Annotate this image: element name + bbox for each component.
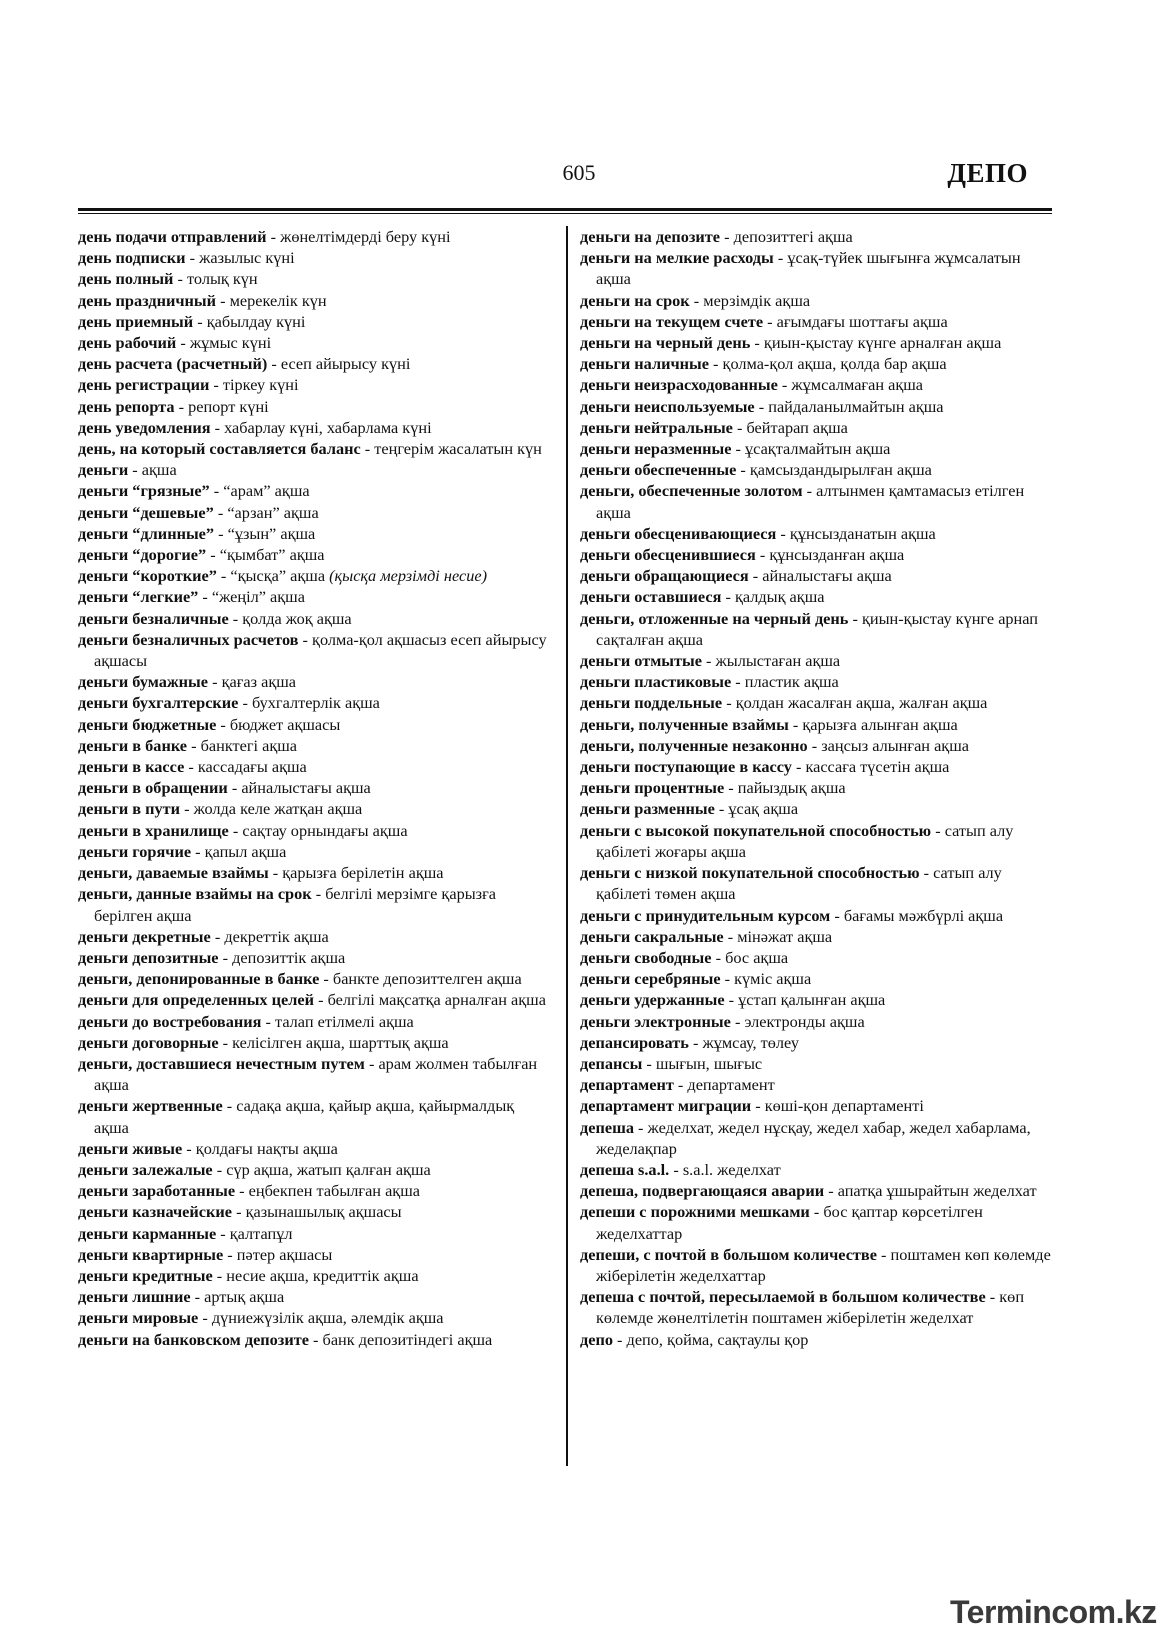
entry-term: деньги жертвенные xyxy=(78,1096,223,1116)
entry-term: деньги “дорогие” xyxy=(78,545,207,565)
entry-definition: мінәжат ақша xyxy=(737,926,833,946)
entry-definition: “жеңіл” ақша xyxy=(211,587,305,607)
dictionary-entry: деньги на срок - мерзімдік ақша xyxy=(580,290,811,310)
dictionary-entry: деньги карманные - қалтапұл xyxy=(78,1223,293,1243)
dictionary-entry: деньги обеспеченные - қамсыздандырылған ақша xyxy=(580,460,932,480)
entry-term: деньги, отложенные на черный день xyxy=(580,608,849,628)
entry-term: день регистрации xyxy=(78,375,210,395)
entry-definition: бағамы мәжбүрлі ақша xyxy=(843,905,1004,925)
entry-term: деньги пластиковые xyxy=(580,672,732,692)
dictionary-entry: деньги неизрасходованные - жұмсалмаған ақша xyxy=(580,375,924,395)
dictionary-entry: деньги отмытые - жылыстаған ақша xyxy=(580,651,841,671)
entry-term: деньги квартирные xyxy=(78,1244,224,1264)
entry-definition: банктегі ақша xyxy=(200,735,298,755)
entry-definition: алтынмен қамтамасыз етілген ақша xyxy=(596,481,1025,522)
dictionary-entry: деньги заработанные - еңбекпен табылған ақша xyxy=(78,1181,420,1201)
entry-definition: несие ақша, кредиттік ақша xyxy=(226,1265,419,1285)
dictionary-entry: деньги свободные - бос ақша xyxy=(580,947,789,967)
entry-definition: жұмсау, төлеу xyxy=(702,1032,799,1052)
entry-term: деньги на депозите xyxy=(580,227,721,246)
left-column xyxy=(78,226,548,1350)
dictionary-entry: деньги поддельные - қолдан жасалған ақша, жалған ақша xyxy=(580,693,988,713)
entry-definition: сатып алу қабілеті төмен ақша xyxy=(596,863,1002,904)
entry-term: деньги депозитные xyxy=(78,947,219,967)
dictionary-entry: деньги лишние - артық ақша xyxy=(78,1287,285,1307)
dictionary-entry: деньги “короткие” - “қысқа” ақша (қысқа мерзімді несие) xyxy=(78,566,488,586)
dictionary-entry: деньги сакральные - мінәжат ақша xyxy=(580,926,833,946)
entry-term: деньги на мелкие расходы xyxy=(580,248,774,268)
entry-definition: қамсыздандырылған ақша xyxy=(749,460,932,480)
dictionary-entry: деньги безналичные - қолда жоқ ақша xyxy=(78,608,352,628)
entry-term: деньги с принудительным курсом xyxy=(580,905,831,925)
entry-note: (қысқа мерзімді несие) xyxy=(329,566,488,586)
dictionary-entry: депансы - шығын, шығыс xyxy=(580,1053,763,1073)
entry-definition: ұстап қалынған ақша xyxy=(738,990,886,1010)
dictionary-entry: деньги для определенных целей - белгілі мақсатқа арналған ақша xyxy=(78,990,546,1010)
dictionary-entry: департамент - департамент xyxy=(580,1075,775,1095)
dictionary-entry: деньги “длинные” - “ұзын” ақша xyxy=(78,523,316,543)
entry-term: деньги в банке xyxy=(78,735,188,755)
entry-definition: қиын-қыстау күнге арналған ақша xyxy=(763,333,1002,353)
entry-definition: теңгерім жасалатын күн xyxy=(374,439,542,459)
entry-term: деньги в кассе xyxy=(78,757,185,777)
entry-definition: “арам” ақша xyxy=(223,481,310,501)
running-head: ДЕПО xyxy=(947,158,1028,188)
entry-term: деньги, данные взаймы на срок xyxy=(78,884,312,904)
entry-definition: мерекелік күн xyxy=(229,290,327,310)
entry-term: депансировать xyxy=(580,1032,689,1052)
dictionary-entry: деньги неразменные - ұсақталмайтын ақша xyxy=(580,439,891,459)
entry-definition: қолда жоқ ақша xyxy=(242,608,352,628)
dictionary-entry: деньги с высокой покупательной способностью - сатып алу қабілеті жоғары ақша xyxy=(580,820,1014,861)
dictionary-entry: деньги на черный день - қиын-қыстау күнге арналған ақша xyxy=(580,333,1002,353)
entry-definition: пластик ақша xyxy=(744,672,839,692)
dictionary-entry: деньги обращающиеся - айналыстағы ақша xyxy=(580,566,892,586)
entry-definition: жөнелтімдерді беру күні xyxy=(280,227,451,246)
entry-definition: айналыстағы ақша xyxy=(762,566,892,586)
entry-term: деньги “дешевые” xyxy=(78,502,214,522)
page-number: 605 xyxy=(562,160,596,185)
entry-term: деньги серебряные xyxy=(580,969,721,989)
entry-definition: ақша xyxy=(141,460,177,480)
dictionary-entry: деньги безналичных расчетов - қолма-қол ақшасыз есеп айырысу ақшасы xyxy=(78,629,547,671)
entry-term: депеши с порожними мешками xyxy=(580,1202,810,1222)
dictionary-entry: деньги до востребования - талап етілмелі ақша xyxy=(78,1011,414,1031)
entry-definition: кассаға түсетін ақша xyxy=(805,757,950,777)
entry-term: деньги заработанные xyxy=(78,1181,236,1201)
entry-definition: s.a.l. жеделхат xyxy=(682,1159,781,1179)
entry-definition: қиын-қыстау күнге арнап сақталған ақша xyxy=(596,608,1038,649)
entry-definition: декреттік ақша xyxy=(224,926,329,946)
dictionary-entry: деньги пластиковые - пластик ақша xyxy=(580,672,839,692)
entry-term: деньги свободные xyxy=(580,947,712,967)
entry-definition: талап етілмелі ақша xyxy=(275,1011,414,1031)
entry-term: деньги на банковском депозите xyxy=(78,1329,309,1349)
entry-definition: еңбекпен табылған ақша xyxy=(248,1181,420,1201)
entry-term: депо xyxy=(580,1329,613,1349)
dictionary-entry: деньги неиспользуемые - пайдаланылмайтын ақша xyxy=(580,396,944,416)
column-divider xyxy=(566,226,568,1466)
entry-definition: қалтапұл xyxy=(229,1223,293,1243)
entry-definition: садақа ақша, қайыр ақша, қайырмалдық ақша xyxy=(94,1096,515,1137)
entry-term: деньги “длинные” xyxy=(78,523,215,543)
entry-definition: “ұзын” ақша xyxy=(227,523,316,543)
entry-definition: ұсақталмайтын ақша xyxy=(745,439,891,459)
entry-term: деньги до востребования xyxy=(78,1011,262,1031)
dictionary-entry: деньги, данные взаймы на срок - белгілі мерзімге қарызға берілген ақша xyxy=(78,884,496,925)
dictionary-entry: деньги “легкие” - “жеңіл” ақша xyxy=(78,587,305,607)
dictionary-entry: день репорта - репорт күні xyxy=(78,396,269,416)
entry-definition: банкте депозиттелген ақша xyxy=(332,969,522,989)
dictionary-entry: день расчета (расчетный) - есеп айырысу күні xyxy=(78,354,411,374)
dictionary-entry: деньги, полученные незаконно - заңсыз алынған ақша xyxy=(580,735,969,755)
entry-definition: көп көлемде жөнелтілетін поштамен жіберілетін жеделхат xyxy=(596,1287,1025,1328)
entry-term: деньги залежалые xyxy=(78,1159,213,1179)
entry-definition: жазылыс күні xyxy=(199,248,295,268)
entry-definition: қалдық ақша xyxy=(734,587,825,607)
entry-definition: күміс ақша xyxy=(734,969,812,989)
entry-term: деньги, обеспеченные золотом xyxy=(580,481,803,501)
entry-term: деньги процентные xyxy=(580,778,725,798)
entry-term: день расчета (расчетный) xyxy=(78,354,268,374)
entry-term: деньги xyxy=(78,460,129,480)
entry-definition: ұсақ ақша xyxy=(728,799,799,819)
entry-term: деньги карманные xyxy=(78,1223,217,1243)
entry-term: день рабочий xyxy=(78,333,177,353)
entry-term: деньги с высокой покупательной способностью xyxy=(580,820,932,840)
entry-definition: депо, қойма, сақтаулы қор xyxy=(626,1329,809,1349)
entry-definition: ағымдағы шоттағы ақша xyxy=(776,311,948,331)
entry-definition: бос ақша xyxy=(725,947,789,967)
entry-definition: мерзімдік ақша xyxy=(703,290,811,310)
dictionary-entry: депансировать - жұмсау, төлеу xyxy=(580,1032,799,1052)
entry-definition: жеделхат, жедел нұсқау, жедел хабар, жедел хабарлама, жеделақпар xyxy=(596,1117,1031,1158)
entry-definition: қапыл ақша xyxy=(204,841,287,861)
entry-term: деньги декретные xyxy=(78,926,211,946)
entry-definition: бухгалтерлік ақша xyxy=(251,693,380,713)
dictionary-entry: день полный - толық күн xyxy=(78,269,258,289)
dictionary-entry: депеша s.a.l. - s.a.l. жеделхат xyxy=(580,1159,781,1179)
entry-definition: арам жолмен табылған ақша xyxy=(94,1053,538,1095)
dictionary-entry: деньги нейтральные - бейтарап ақша xyxy=(580,417,848,437)
dictionary-entry: депеша - жеделхат, жедел нұсқау, жедел хабар, жедел хабарлама, жеделақпар xyxy=(580,1117,1031,1158)
entry-definition: қолма-қол ақша, қолда бар ақша xyxy=(722,354,947,374)
entry-term: деньги обесценивающиеся xyxy=(580,523,777,543)
entry-term: деньги неразменные xyxy=(580,439,732,459)
dictionary-entry: деньги казначейские - қазынашылық ақшасы xyxy=(78,1202,402,1222)
entry-definition: есеп айырысу күні xyxy=(280,354,411,374)
entry-definition: қабылдау күні xyxy=(206,311,306,331)
entry-term: деньги неизрасходованные xyxy=(580,375,778,395)
dictionary-entry: деньги горячие - қапыл ақша xyxy=(78,841,287,861)
dictionary-entry: деньги “грязные” - “арам” ақша xyxy=(78,481,310,501)
entry-definition: пәтер ақшасы xyxy=(236,1244,333,1264)
dictionary-entry: деньги оставшиеся - қалдық ақша xyxy=(580,587,825,607)
entry-term: деньги наличные xyxy=(580,354,709,374)
entry-definition: “қысқа” ақша xyxy=(230,566,326,586)
entry-definition: жұмсалмаған ақша xyxy=(791,375,924,395)
entry-term: деньги оставшиеся xyxy=(580,587,722,607)
dictionary-entry: деньги жертвенные - садақа ақша, қайыр ақша, қайырмалдық ақша xyxy=(78,1096,515,1137)
dictionary-entry: деньги бумажные - қағаз ақша xyxy=(78,672,297,692)
entry-definition: белгілі мерзімге қарызға берілген ақша xyxy=(94,884,496,925)
entry-definition: артық ақша xyxy=(204,1287,285,1307)
dictionary-entry: деньги договорные - келісілген ақша, шарттық ақша xyxy=(78,1032,449,1052)
entry-definition: көші-қон департаменті xyxy=(764,1096,924,1116)
entry-term: деньги, даваемые взаймы xyxy=(78,863,269,883)
dictionary-entry: деньги на текущем счете - ағымдағы шоттағы ақша xyxy=(580,311,948,331)
entry-definition: сатып алу қабілеті жоғары ақша xyxy=(596,820,1014,861)
dictionary-entry: деньги на мелкие расходы - ұсақ-түйек шығынға жұмсалатын ақша xyxy=(580,248,1021,289)
dictionary-entry: деньги процентные - пайыздық ақша xyxy=(580,778,846,798)
entry-definition: хабарлау күні, хабарлама күні xyxy=(224,417,432,437)
entry-definition: кассадағы ақша xyxy=(197,757,307,777)
dictionary-entry: деньги, полученные взаймы - қарызға алынған ақша xyxy=(580,714,958,734)
entry-term: деньги электронные xyxy=(580,1011,731,1031)
dictionary-entry: деньги “дорогие” - “қымбат” ақша xyxy=(78,545,325,565)
entry-term: деньги бюджетные xyxy=(78,714,217,734)
dictionary-entry: день подачи отправлений - жөнелтімдерді беру күні xyxy=(78,227,451,246)
entry-term: деньги, полученные взаймы xyxy=(580,714,789,734)
dictionary-entry: деньги, доставшиеся нечестным путем - арам жолмен табылған ақша xyxy=(78,1053,538,1095)
entry-term: деньги на текущем счете xyxy=(580,311,764,331)
header-rule-thick xyxy=(78,208,1052,211)
dictionary-entry: деньги бухгалтерские - бухгалтерлік ақша xyxy=(78,693,380,713)
dictionary-entry: деньги в банке - банктегі ақша xyxy=(78,735,298,755)
entry-definition: бейтарап ақша xyxy=(746,417,848,437)
entry-term: деньги в обращении xyxy=(78,778,228,798)
dictionary-entry: депо - депо, қойма, сақтаулы қор xyxy=(580,1329,809,1349)
dictionary-entry: деньги на депозите - депозиттегі ақша xyxy=(580,227,853,246)
right-column xyxy=(580,226,1054,1350)
dictionary-entry: деньги в пути - жолда келе жатқан ақша xyxy=(78,799,363,819)
entry-term: деньги живые xyxy=(78,1138,183,1158)
entry-term: день репорта xyxy=(78,396,175,416)
entry-term: деньги лишние xyxy=(78,1287,191,1307)
entry-term: депансы xyxy=(580,1053,643,1073)
entry-definition: тіркеу күні xyxy=(222,375,299,395)
dictionary-entry: деньги живые - қолдағы нақты ақша xyxy=(78,1138,338,1158)
dictionary-entry: деньги залежалые - сүр ақша, жатып қалған ақша xyxy=(78,1159,431,1179)
entry-term: деньги обращающиеся xyxy=(580,566,749,586)
entry-term: деньги с низкой покупательной способностью xyxy=(580,863,920,883)
entry-definition: толық күн xyxy=(187,269,258,289)
entry-term: деньги удержанные xyxy=(580,990,725,1010)
entry-definition: қолдағы нақты ақша xyxy=(195,1138,338,1158)
entry-definition: “арзан” ақша xyxy=(227,502,319,522)
dictionary-entry: день рабочий - жұмыс күні xyxy=(78,333,272,353)
entry-term: деньги “легкие” xyxy=(78,587,199,607)
entry-term: деньги на срок xyxy=(580,290,690,310)
entry-definition: депозиттік ақша xyxy=(232,947,346,967)
entry-definition: депозиттегі ақша xyxy=(733,227,853,246)
dictionary-entry: день подписки - жазылыс күні xyxy=(78,248,295,268)
entry-definition: шығын, шығыс xyxy=(655,1053,763,1073)
entry-definition: ұсақ-түйек шығынға жұмсалатын ақша xyxy=(596,248,1021,289)
entry-definition: апатқа ұшырайтын жеделхат xyxy=(837,1181,1037,1201)
entry-term: депеша s.a.l. xyxy=(580,1159,670,1179)
entry-term: деньги на черный день xyxy=(580,333,751,353)
entry-term: деньги бумажные xyxy=(78,672,208,692)
entry-term: деньги разменные xyxy=(580,799,715,819)
entry-term: депеша, подвергающаяся аварии xyxy=(580,1181,825,1201)
entry-definition: айналыстағы ақша xyxy=(241,778,371,798)
dictionary-entry: деньги с низкой покупательной способностью - сатып алу қабілеті төмен ақша xyxy=(580,863,1002,904)
header-rule-thin xyxy=(78,213,1052,214)
dictionary-entry: деньги кредитные - несие ақша, кредиттік ақша xyxy=(78,1265,419,1285)
entry-term: деньги казначейские xyxy=(78,1202,232,1222)
dictionary-entry: деньги разменные - ұсақ ақша xyxy=(580,799,799,819)
entry-term: деньги в хранилище xyxy=(78,820,229,840)
entry-term: деньги бухгалтерские xyxy=(78,693,239,713)
entry-term: день полный xyxy=(78,269,174,289)
entry-definition: құнсызданатын ақша xyxy=(789,523,936,543)
entry-definition: поштамен көп көлемде жіберілетін жеделхаттар xyxy=(596,1244,1051,1285)
entry-term: деньги “грязные” xyxy=(78,481,210,501)
dictionary-entry: деньги депозитные - депозиттік ақша xyxy=(78,947,346,967)
dictionary-entry: день, на который составляется баланс - теңгерім жасалатын күн xyxy=(78,439,542,459)
entry-definition: құнсызданған ақша xyxy=(769,545,905,565)
dictionary-entry: деньги бюджетные - бюджет ақшасы xyxy=(78,714,341,734)
entry-term: деньги кредитные xyxy=(78,1265,213,1285)
dictionary-entry: деньги обесценивающиеся - құнсызданатын ақша xyxy=(580,523,936,543)
entry-definition: департамент xyxy=(687,1075,775,1095)
entry-term: деньги сакральные xyxy=(580,926,724,946)
dictionary-entry: деньги в хранилище - сақтау орнындағы ақша xyxy=(78,820,408,840)
dictionary-entry: деньги с принудительным курсом - бағамы мәжбүрлі ақша xyxy=(580,905,1004,925)
entry-definition: қарызға берілетін ақша xyxy=(282,863,444,883)
dictionary-entry: депеши с порожними мешками - бос қаптар көрсетілген жеделхаттар xyxy=(580,1202,983,1243)
dictionary-entry: день праздничный - мерекелік күн xyxy=(78,290,327,310)
entry-term: день, на который составляется баланс xyxy=(78,439,361,459)
entry-definition: “қымбат” ақша xyxy=(219,545,325,565)
entry-definition: дүниежүзілік ақша, әлемдік ақша xyxy=(211,1308,444,1328)
dictionary-entry: деньги в обращении - айналыстағы ақша xyxy=(78,778,371,798)
entry-term: деньги, полученные незаконно xyxy=(580,735,808,755)
entry-definition: пайыздық ақша xyxy=(737,778,846,798)
dictionary-entry: деньги серебряные - күміс ақша xyxy=(580,969,812,989)
dictionary-entry: деньги удержанные - ұстап қалынған ақша xyxy=(580,990,886,1010)
entry-definition: электронды ақша xyxy=(744,1011,865,1031)
entry-term: день уведомления xyxy=(78,417,211,437)
entry-term: депеша xyxy=(580,1117,634,1137)
entry-term: депеши, с почтой в большом количестве xyxy=(580,1244,877,1264)
entry-definition: бюджет ақшасы xyxy=(229,714,341,734)
entry-definition: қолдан жасалған ақша, жалған ақша xyxy=(735,693,988,713)
dictionary-entry: деньги квартирные - пәтер ақшасы xyxy=(78,1244,333,1264)
entry-definition: банк депозитіндегі ақша xyxy=(322,1329,493,1349)
dictionary-entry: депеша с почтой, пересылаемой в большом количестве - көп көлемде жөнелтілетін поштамен жіберілетін жеделхат xyxy=(580,1287,1025,1328)
entry-term: день праздничный xyxy=(78,290,217,310)
entry-term: деньги “короткие” xyxy=(78,566,217,586)
entry-definition: пайдаланылмайтын ақша xyxy=(768,396,944,416)
entry-term: деньги поступающие в кассу xyxy=(580,757,792,777)
entry-term: департамент миграции xyxy=(580,1096,752,1116)
dictionary-entry: департамент миграции - көші-қон департаменті xyxy=(580,1096,924,1116)
dictionary-entry: депеши, с почтой в большом количестве - поштамен көп көлемде жіберілетін жеделхаттар xyxy=(580,1244,1051,1285)
entry-definition: қарызға алынған ақша xyxy=(802,714,958,734)
entry-term: деньги нейтральные xyxy=(580,417,733,437)
dictionary-entry: день регистрации - тіркеу күні xyxy=(78,375,299,395)
dictionary-entry: деньги электронные - электронды ақша xyxy=(580,1011,865,1031)
dictionary-entry: деньги, депонированные в банке - банкте депозиттелген ақша xyxy=(78,969,522,989)
entry-definition: репорт күні xyxy=(188,396,269,416)
entry-term: деньги обеспеченные xyxy=(580,460,737,480)
entry-definition: келісілген ақша, шарттық ақша xyxy=(232,1032,449,1052)
entry-term: депеша с почтой, пересылаемой в большом количестве xyxy=(580,1287,986,1307)
dictionary-entry: деньги обесценившиеся - құнсызданған ақша xyxy=(580,545,905,565)
dictionary-entry: деньги декретные - декреттік ақша xyxy=(78,926,329,946)
dictionary-entry: деньги, обеспеченные золотом - алтынмен қамтамасыз етілген ақша xyxy=(580,481,1025,522)
entry-definition: сақтау орнындағы ақша xyxy=(242,820,408,840)
entry-term: деньги безналичных расчетов xyxy=(78,629,299,649)
entry-definition: жылыстаған ақша xyxy=(715,651,841,671)
dictionary-entry: деньги, даваемые взаймы - қарызға берілетін ақша xyxy=(78,863,444,883)
dictionary-entry: деньги наличные - қолма-қол ақша, қолда бар ақша xyxy=(580,354,947,374)
entry-term: деньги отмытые xyxy=(580,651,702,671)
entry-definition: қазынашылық ақшасы xyxy=(245,1202,402,1222)
entry-term: день подачи отправлений xyxy=(78,227,267,246)
entry-term: деньги, депонированные в банке xyxy=(78,969,320,989)
watermark-logo: Termincom.kz xyxy=(950,1594,1157,1630)
entry-definition: сүр ақша, жатып қалған ақша xyxy=(226,1159,431,1179)
dictionary-entry: день приемный - қабылдау күні xyxy=(78,311,306,331)
dictionary-entry: деньги, отложенные на черный день - қиын-қыстау күнге арнап сақталған ақша xyxy=(580,608,1038,649)
dictionary-entry: деньги мировые - дүниежүзілік ақша, әлемдік ақша xyxy=(78,1308,444,1328)
entry-term: деньги неиспользуемые xyxy=(580,396,755,416)
entry-term: день подписки xyxy=(78,248,186,268)
dictionary-entry: деньги “дешевые” - “арзан” ақша xyxy=(78,502,319,522)
entry-definition: қолма-қол ақшасыз есеп айырысу ақшасы xyxy=(94,629,547,671)
entry-definition: жұмыс күні xyxy=(189,333,272,353)
entry-definition: белгілі мақсатқа арналған ақша xyxy=(327,990,546,1010)
entry-definition: жолда келе жатқан ақша xyxy=(193,799,363,819)
entry-term: день приемный xyxy=(78,311,194,331)
entry-term: деньги мировые xyxy=(78,1308,199,1328)
dictionary-entry: деньги - ақша xyxy=(78,460,177,480)
dictionary-entry: день уведомления - хабарлау күні, хабарлама күні xyxy=(78,417,432,437)
dictionary-entry: деньги поступающие в кассу - кассаға түсетін ақша xyxy=(580,757,950,777)
entry-term: деньги для определенных целей xyxy=(78,990,314,1010)
entry-term: деньги, доставшиеся нечестным путем xyxy=(78,1053,365,1073)
dictionary-entry: депеша, подвергающаяся аварии - апатқа ұшырайтын жеделхат xyxy=(580,1181,1037,1201)
entry-definition: заңсыз алынған ақша xyxy=(821,735,969,755)
dictionary-entry: деньги на банковском депозите - банк депозитіндегі ақша xyxy=(78,1329,493,1349)
entry-term: деньги горячие xyxy=(78,841,192,861)
entry-term: деньги в пути xyxy=(78,799,181,819)
entry-term: деньги безналичные xyxy=(78,608,229,628)
entry-term: деньги договорные xyxy=(78,1032,219,1052)
entry-definition: қағаз ақша xyxy=(221,672,297,692)
entry-definition: бос қаптар көрсетілген жеделхаттар xyxy=(596,1202,983,1243)
entry-term: деньги обесценившиеся xyxy=(580,545,756,565)
entry-term: департамент xyxy=(580,1075,674,1095)
entry-term: деньги поддельные xyxy=(580,693,723,713)
dictionary-entry: деньги в кассе - кассадағы ақша xyxy=(78,757,307,777)
